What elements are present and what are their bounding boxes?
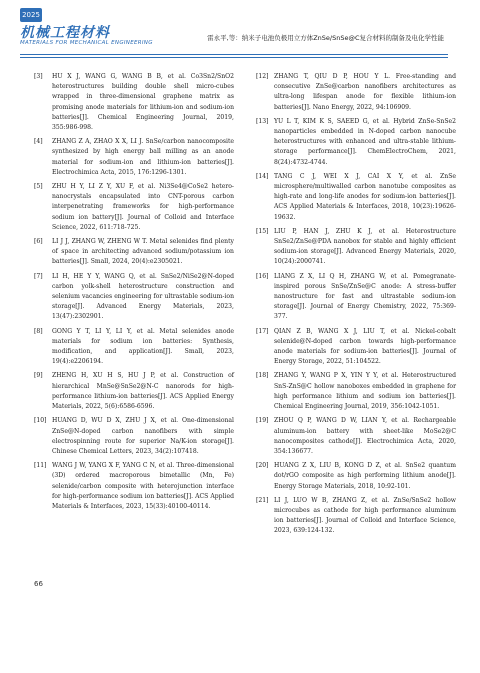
reference-text: ZHANG Y, WANG P X, YIN Y Y, et al. Heterostructured SnS-ZnS@C hollow nanoboxes embedded in graphene for high performance lithium and sodium ion batteries[J]. Chemical Engineering Journal, 2019, 356:1042-1051. bbox=[274, 372, 456, 411]
reference-entry bbox=[34, 182, 234, 233]
reference-entry bbox=[34, 137, 234, 178]
reference-text: HUANG D, WU D X, ZHU J X, et al. One-dimensional ZnSe@N-doped carbon nanofibers with simple electrospinning route for superior Na/K-ion storage[J]. Chinese Chemical Letters, 2023, 34(2):107418. bbox=[52, 417, 234, 455]
reference-number: [17] bbox=[256, 327, 269, 335]
reference-text: ZHU H Y, LI Z Y, XU F, et al. Ni3Se4@CoSe2 hetero-nanocrystals encapsulated into CNT-porous carbon interpenetrating frameworks for high-performance sodium ion battery[J]. Journal of Colloid and Interface Science, 2022, 611:718-725. bbox=[52, 183, 234, 231]
reference-number: [14] bbox=[256, 172, 269, 180]
reference-number: [20] bbox=[256, 462, 269, 470]
reference-number: [4] bbox=[34, 138, 43, 146]
reference-number: [18] bbox=[256, 372, 269, 380]
reference-number: [11] bbox=[34, 462, 47, 470]
reference-text: ZHENG H, XU H S, HU J P, et al. Construction of hierarchical MnSe@SnSe2@N-C nanorods for high-performance lithium-ion batteries[J]. ACS Applied Energy Materials, 2022, 5(6):6586-6596. bbox=[52, 372, 234, 411]
reference-entry bbox=[34, 371, 234, 412]
reference-text: HU X J, WANG G, WANG B B, et al. Co3Sn2/SnO2 heterostructures building double shell micro-cubes wrapped in three-dimensional graphene matrix as promising anode materials for lithium-ion and sodium-ion batteries[J]. Chemical Engineering Journal, 2019, 355:986-998. bbox=[52, 73, 234, 132]
reference-entry bbox=[34, 461, 234, 512]
journal-title-en: MATERIALS FOR MECHANICAL ENGINEERING bbox=[20, 40, 153, 46]
reference-number: [7] bbox=[34, 272, 43, 280]
reference-entry bbox=[34, 72, 234, 133]
journal-title-cn: 机械工程材料 bbox=[20, 25, 110, 41]
reference-text: GONG Y T, LI Y, LI Y, et al. Metal selenides anode materials for sodium ion batteries: Synthesis, modification, and application[J]. Small, 2023, 19(4):e2206194. bbox=[52, 327, 234, 366]
reference-number: [13] bbox=[256, 117, 269, 125]
reference-entry bbox=[256, 327, 456, 368]
reference-number: [9] bbox=[34, 372, 43, 380]
reference-text: YU L T, KIM K S, SAEED G, et al. Hybrid ZnSe-SnSe2 nanoparticles embedded in N-doped carbon nanocube heterostructures with enhanced and ultra-stable lithium-storage performance[J]. ChemElectroChem, 2021, 8(24):4732-4744. bbox=[274, 117, 456, 166]
reference-number: [16] bbox=[256, 272, 269, 280]
reference-number: [19] bbox=[256, 417, 269, 425]
reference-entry bbox=[256, 272, 456, 323]
reference-entry bbox=[34, 416, 234, 457]
reference-number: [12] bbox=[256, 73, 269, 80]
page-number: 66 bbox=[34, 580, 43, 588]
reference-entry bbox=[256, 117, 456, 168]
reference-entry bbox=[34, 327, 234, 368]
reference-number: [21] bbox=[256, 496, 269, 504]
reference-entry bbox=[34, 237, 234, 268]
reference-entry bbox=[256, 227, 456, 268]
reference-entry bbox=[256, 172, 456, 223]
reference-entry bbox=[256, 416, 456, 457]
reference-text: ZHANG T, QIU D P, HOU Y L. Free-standing and consecutive ZnSe@carbon nanofibers architectures as ultra-long lifespan anode for flexible lithium-ion batteries[J]. Nano Energy, 2022, 94:106909. bbox=[274, 73, 456, 111]
page-header bbox=[0, 0, 480, 66]
reference-number: [3] bbox=[34, 73, 43, 80]
reference-number: [15] bbox=[256, 227, 269, 235]
header-divider bbox=[20, 54, 448, 58]
running-paper-title: 雷永平,等：纳米子电池负极用立方体ZnSe/SnSe@C复合材料的制备及电化学性能 bbox=[207, 34, 444, 42]
references-left-column bbox=[34, 72, 234, 516]
reference-text: LIU P, HAN J, ZHU K J, et al. Heterostructure SnSe2/ZnSe@PDA nanobox for stable and highly efficient sodium-ion storage[J]. Advanced Energy Materials, 2020, 10(24):2000741. bbox=[274, 227, 456, 266]
reference-text: LI J, LUO W B, ZHANG Z, et al. ZnSe/SnSe2 hollow microcubes as cathode for high performance aluminum ion batteries[J]. Journal of Colloid and Interface Science, 2023, 639:124-132. bbox=[274, 496, 456, 535]
reference-number: [5] bbox=[34, 183, 43, 191]
reference-number: [8] bbox=[34, 327, 43, 335]
reference-text: LIANG Z X, LI Q H, ZHANG W, et al. Pomegranate-inspired porous SnSe/ZnSe@C anode: A stress-buffer nanostructure for fast and ultrastable sodium-ion storage[J]. Journal of Energy Chemistry, 2022, 75:369-377. bbox=[274, 272, 456, 321]
reference-text: ZHANG Z A, ZHAO X X, LI J. SnSe/carbon nanocomposite synthesized by high energy ball milling as an anode material for sodium-ion and lithium-ion batteries[J]. Electrochimica Acta, 2015, 176:1296-1301. bbox=[52, 138, 234, 176]
reference-text: TANG C J, WEI X J, CAI X Y, et al. ZnSe microsphere/multiwalled carbon nanotube composites as high-rate and long-life anodes for sodium-ion batteries[J]. ACS Applied Materials & Interfaces, 2018, 10(23):19626-19632. bbox=[274, 172, 456, 221]
reference-entry bbox=[256, 461, 456, 492]
reference-number: [10] bbox=[34, 417, 47, 425]
reference-entry bbox=[256, 496, 456, 537]
reference-entry bbox=[256, 72, 456, 113]
reference-text: ZHOU Q P, WANG D W, LIAN Y, et al. Rechargeable aluminum-ion battery with sheet-like MoSe2@C nanocomposites cathode[J]. Electrochimica Acta, 2020, 354:136677. bbox=[274, 417, 456, 455]
reference-entry bbox=[256, 371, 456, 412]
reference-entry bbox=[34, 272, 234, 323]
reference-text: LI H, HE Y Y, WANG Q, et al. SnSe2/NiSe2@N-doped carbon yolk-shell heterostructure construction and selenium vacancies engineering for ultrastable sodium-ion storage[J]. Advanced Energy Materials, 2023, 13(47):2302901. bbox=[52, 272, 234, 321]
reference-text: QIAN Z B, WANG X J, LIU T, et al. Nickel-cobalt selenide@N-doped carbon towards high-performance anode materials for sodium-ion batteries[J]. Journal of Energy Storage, 2022, 51:104522. bbox=[274, 327, 456, 366]
reference-text: LI J J, ZHANG W, ZHENG W T. Metal selenides find plenty of space in architecting advanced sodium/potassium ion batteries[J]. Small, 2024, 20(4):e2305021. bbox=[52, 238, 234, 266]
references-right-column bbox=[256, 72, 456, 541]
reference-text: WANG J W, YANG X F, YANG C N, et al. Three-dimensional (3D) ordered macroporous bimetallic (Mn, Fe) selenide/carbon composite with heterojunction interface for high-performance sodium ion batteries[J]. ACS Applied Materials & Interfaces, 2023, 15(33):40100-40114. bbox=[52, 462, 234, 510]
reference-number: [6] bbox=[34, 238, 43, 246]
reference-text: HUANG Z X, LIU B, KONG D Z, et al. SnSe2 quantum dot/rGO composite as high performing lithium anode[J]. Energy Storage Materials, 2018, 10:92-101. bbox=[274, 462, 456, 490]
journal-logo-badge: 2025 bbox=[20, 8, 42, 22]
